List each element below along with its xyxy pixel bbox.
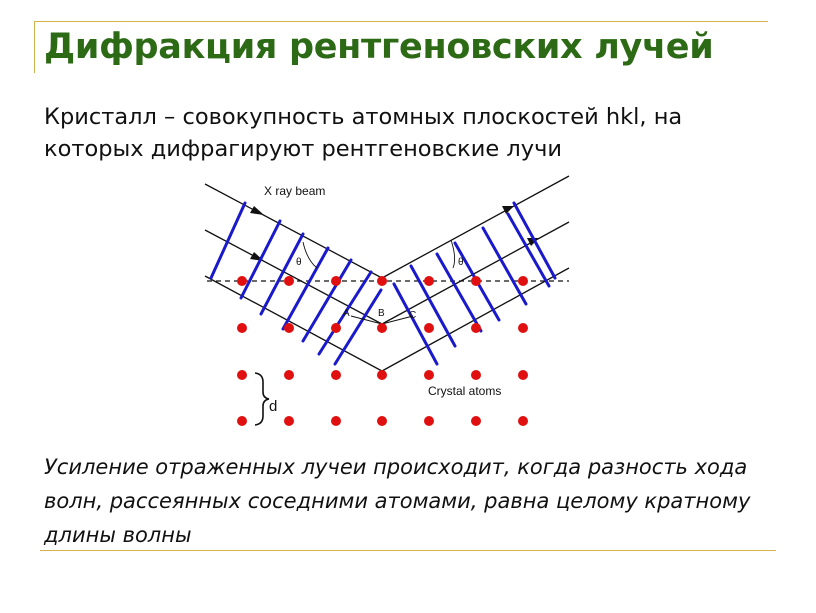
spacing-label: d xyxy=(269,398,278,415)
wavefront-left xyxy=(303,260,351,341)
wavefronts-left xyxy=(211,203,381,364)
atom xyxy=(237,323,247,333)
atom xyxy=(518,416,528,426)
point-c-label: C xyxy=(409,310,417,321)
atom xyxy=(237,370,247,380)
atom xyxy=(471,323,481,333)
atom xyxy=(518,276,528,286)
atom xyxy=(377,276,387,286)
atom xyxy=(471,276,481,286)
atom xyxy=(518,370,528,380)
atom xyxy=(471,370,481,380)
atom xyxy=(377,323,387,333)
atom xyxy=(424,276,434,286)
arrowhead-in-1 xyxy=(250,206,264,215)
outgoing-ray-1 xyxy=(382,176,569,278)
wavefront-right xyxy=(514,203,555,278)
atom xyxy=(424,323,434,333)
crystal-atoms xyxy=(237,276,528,426)
wavefront-left xyxy=(335,290,381,364)
atom xyxy=(377,416,387,426)
atom xyxy=(331,276,341,286)
crystal-label: Crystal atoms xyxy=(428,384,502,398)
wavefront-right xyxy=(508,214,549,286)
point-b-label: B xyxy=(378,308,385,319)
theta-left-label: θ xyxy=(296,257,302,268)
atom xyxy=(331,416,341,426)
atom xyxy=(471,416,481,426)
beam-label: X ray beam xyxy=(264,184,326,198)
incoming-rays xyxy=(205,184,382,371)
slide-title: Дифракция рентгеновских лучей xyxy=(44,27,714,67)
atom xyxy=(331,370,341,380)
atom xyxy=(284,370,294,380)
title-top-rule xyxy=(34,21,768,22)
atom xyxy=(237,416,247,426)
theta-right-label: θ xyxy=(458,257,464,268)
spacing-brace xyxy=(255,373,269,425)
intro-text: Кристалл – совокупность атомных плоскостей hkl, на которых дифрагируют рентгеновские лучи xyxy=(44,104,683,162)
incoming-ray-3 xyxy=(205,276,382,371)
title-left-rule xyxy=(34,21,35,73)
diffraction-diagram xyxy=(185,168,580,438)
atom xyxy=(518,323,528,333)
atom xyxy=(284,323,294,333)
atom xyxy=(284,416,294,426)
atom xyxy=(284,276,294,286)
atom xyxy=(424,370,434,380)
atom xyxy=(237,276,247,286)
theta-arc-left xyxy=(303,242,317,268)
bottom-rule xyxy=(40,550,776,551)
atom xyxy=(331,323,341,333)
condition-note: Усиление отраженных лучеи происходит, когда разность хода волн, рассеянных соседними атомами, равна целому кратному длины волны xyxy=(44,455,751,547)
point-a-label: A xyxy=(343,308,350,319)
wavefront-left xyxy=(211,203,245,278)
atom xyxy=(424,416,434,426)
atom xyxy=(377,370,387,380)
